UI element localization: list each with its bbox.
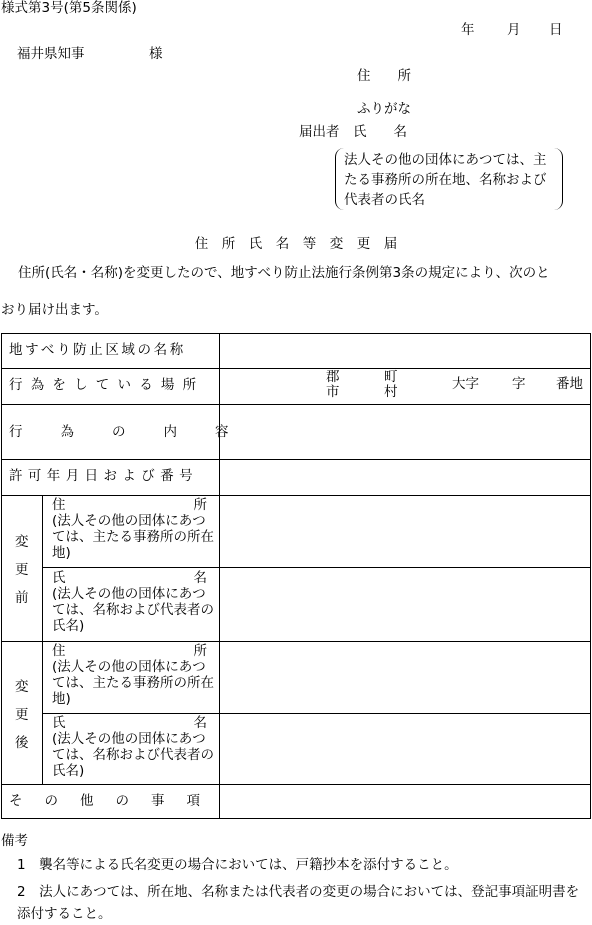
note-item-2: 2 法人にあつては、所在地、名称または代表者の変更の場合においては、登記事項証明書を添付すること。 (17, 884, 580, 922)
notes-heading: 備考 (1, 833, 28, 849)
notifier-name-label: 届出者 氏 名 (299, 124, 407, 140)
before-address-field[interactable] (220, 496, 590, 567)
before-name-title (52, 570, 335, 586)
document-title: 住 所 氏 名 等 変 更 届 (194, 236, 398, 252)
note-item-1: 1 襲名等による氏名変更の場合においては、戸籍抄本を添付すること。 (17, 857, 458, 873)
row-label-location: 行為をしている場所 (9, 377, 205, 393)
before-address-title-text: 住所 (52, 497, 335, 513)
before-label: 変更前 (15, 534, 29, 606)
intro-text-line-2: おり届け出ます。 (1, 302, 108, 318)
row-label-area-name (9, 342, 213, 358)
row-label-content: 行為の内容 (9, 424, 267, 440)
after-name-title-text: 氏名 (52, 715, 335, 731)
after-address-label (52, 643, 335, 708)
row-label-other: その他の事項 (9, 793, 222, 809)
after-label: 変更後 (15, 679, 29, 751)
after-name-title (52, 715, 335, 731)
before-name-note: (法人その他の団体にあつては、名称および代表者の氏名) (52, 586, 214, 635)
before-name-label (52, 570, 335, 635)
unit-mura: 村 (384, 384, 398, 400)
before-address-title (52, 497, 335, 513)
notifier-furigana-label: ふりがな (357, 101, 411, 117)
after-name-label (52, 715, 335, 780)
content-field[interactable] (220, 405, 590, 459)
area-name-field[interactable] (220, 333, 590, 368)
bracket-note-text: 法人その他の団体にあつては、主たる事務所の所在地、名称および代表者の氏名 (344, 152, 547, 208)
row-label-area-name-text: 地すべり防止区域の名称 (9, 342, 186, 358)
after-address-note: (法人その他の団体にあつては、主たる事務所の所在地) (52, 659, 214, 708)
date-month: 月 (507, 22, 521, 38)
addressee (17, 46, 163, 62)
permit-field[interactable] (220, 460, 590, 495)
date-day: 日 (549, 22, 563, 38)
form-number: 様式第3号(第5条関係) (1, 0, 137, 16)
form-table (1, 333, 591, 819)
before-address-label (52, 497, 335, 562)
before-name-title-text: 氏名 (52, 570, 335, 586)
unit-gun: 郡 (326, 369, 340, 385)
after-name-field[interactable] (220, 714, 590, 784)
addressee-name: 福井県知事 (17, 46, 85, 62)
after-address-title-text: 住所 (52, 643, 335, 659)
date-year: 年 (461, 22, 475, 38)
other-field[interactable] (220, 785, 590, 818)
after-address-title (52, 643, 335, 659)
unit-oaza: 大字 (452, 376, 479, 392)
unit-banchi: 番地 (556, 376, 583, 392)
unit-machi: 町 (384, 369, 398, 385)
location-field[interactable] (220, 369, 590, 404)
after-name-note: (法人その他の団体にあつては、名称および代表者の氏名) (52, 731, 214, 780)
notifier-address-label: 住 所 (357, 68, 411, 84)
row-label-permit: 許可年月日および番号 (9, 468, 198, 484)
after-address-field[interactable] (220, 642, 590, 713)
before-address-note: (法人その他の団体にあつては、主たる事務所の所在地) (52, 513, 214, 562)
unit-aza: 字 (512, 376, 526, 392)
addressee-honorific: 様 (149, 46, 163, 62)
unit-shi: 市 (326, 384, 340, 400)
intro-text-line-1: 住所(氏名・名称)を変更したので、地すべり防止法施行条例第3条の規定により、次のと (18, 265, 550, 281)
before-name-field[interactable] (220, 568, 590, 641)
